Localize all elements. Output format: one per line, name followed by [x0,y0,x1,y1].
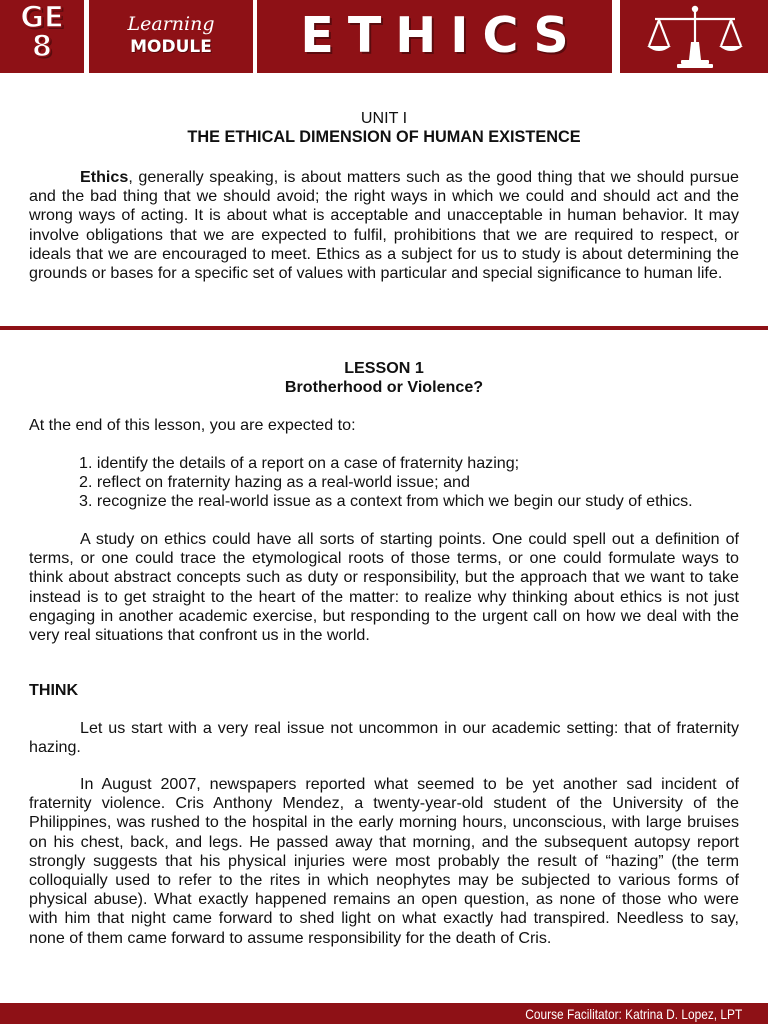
learning-module-box [89,0,253,73]
intro-bold-term: Ethics [80,168,129,186]
objective-item: 2. reflect on fraternity hazing as a real-world issue; and [79,473,470,492]
think-paragraph-1-text: Let us start with a very real issue not uncommon in our academic setting: that of fraternity hazing. [29,719,739,757]
objectives-list [29,454,739,512]
facilitator-name: Katrina D. Lopez, LPT [624,1006,742,1022]
ge-badge [0,0,84,73]
think-paragraph-2-text: In August 2007, newspapers reported what seemed to be yet another sad incident of fraternity violence. Cris Anthony Mendez, a twenty-year-old student of the University of the Philippines, was rushed to the hospital in the early morning hours, unconscious, with large bruises on his chest, back, and legs. He passed away that morning, and the subsequent autopsy report strongly suggests that his physical injuries were most probably the result of “hazing” (the term colloquially used to refer to the rites in which neophytes may be subjected to various forms of physical abuse). What exactly happened remains an open question, as none of those who were with him that night came forward to shed light on what exactly had transpired. Needless to say, none of them came forward to assume responsibility for the death of Cris. [29,775,739,947]
page-footer [0,1003,768,1024]
intro-text: , generally speaking, is about matters such as the good thing that we should pursue and the bad thing that we should avoid; the right ways in which we could and should act and the wrong ways of acting. It is about what is acceptable and unacceptable in human behavior. It may involve obligations that we are expected to fulfil, prohibitions that we are required to respect, or ideals that we are encouraged to meet. Ethics as a subject for us to study is about determining the grounds or bases for a specific set of values with particular and special significance to human life. [29,168,739,283]
module-header [0,0,768,73]
balance-scale-icon [645,2,745,70]
objective-item: 1. identify the details of a report on a case of fraternity hazing; [79,454,520,472]
unit-title: THE ETHICAL DIMENSION OF HUMAN EXISTENCE [187,128,581,146]
course-facilitator [525,1004,742,1024]
ge-badge-text [0,0,84,63]
section-divider [0,326,768,330]
learning-label: Learning [127,13,215,35]
module-label: MODULE [130,37,212,57]
think-paragraph-2 [29,775,739,948]
lesson-paragraph [29,530,739,645]
unit-label: UNIT I [360,109,408,127]
facilitator-label: Course Facilitator: [525,1006,622,1022]
subject-title-box [257,0,612,73]
lesson-label: LESSON 1 [344,359,424,377]
think-heading: THINK [29,681,79,699]
objective-item: 3. recognize the real-world issue as a context from which we begin our study of ethics. [79,492,693,511]
think-paragraph-1 [29,719,739,757]
lesson-paragraph-text: A study on ethics could have all sorts of starting points. One could spell out a definition of terms, or one could trace the etymological roots of those terms, or one could formulate ways to think about abstract concepts such as duty or responsibility, but the approach that we want to take instead is to get straight to the heart of the matter: to realize why thinking about ethics is not just engaging in another academic exercise, but responding to the urgent call on how we deal with the very real situations that confront us in the world. [29,530,739,645]
lesson-title: Brotherhood or Violence? [284,378,484,396]
ge-badge-line2: 8 [31,29,53,63]
ge-badge-line1: GE [20,0,64,34]
emblem-box [620,0,768,73]
unit-intro [29,168,739,283]
subject-title: ETHICS [300,7,583,64]
objectives-intro: At the end of this lesson, you are expected to: [29,416,356,434]
